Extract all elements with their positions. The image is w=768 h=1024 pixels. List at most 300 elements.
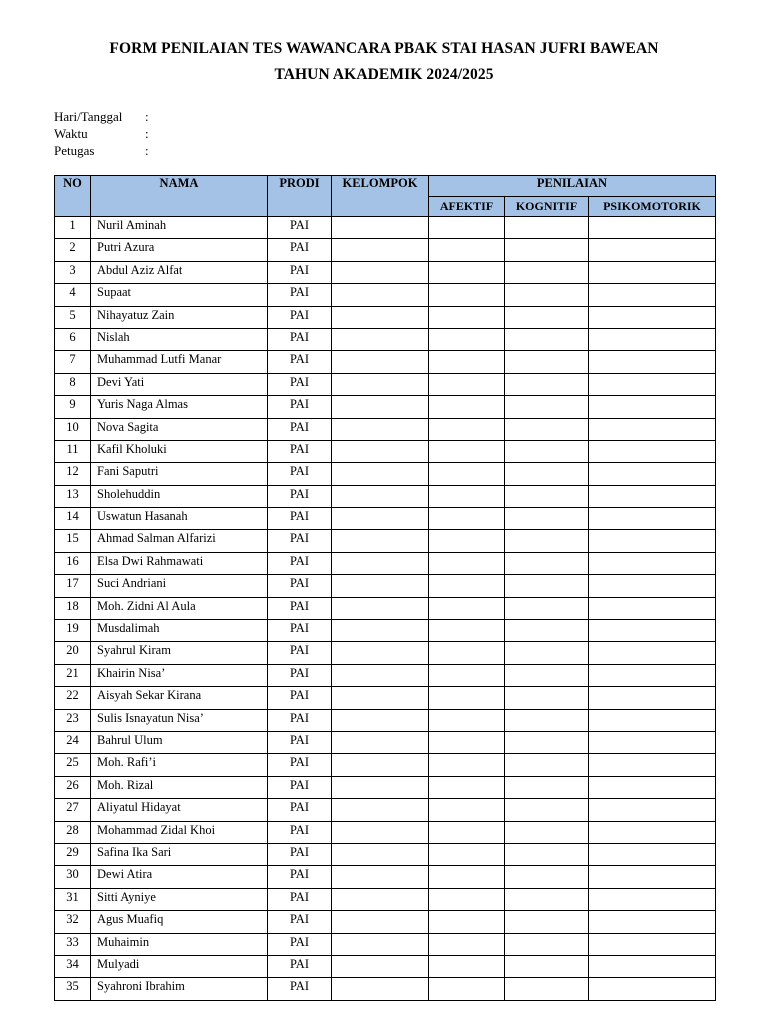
cell-kelompok[interactable]	[332, 843, 429, 865]
cell-nama: Aisyah Sekar Kirana	[91, 687, 268, 709]
meta-label: Hari/Tanggal	[54, 109, 123, 124]
cell-kognitif[interactable]	[505, 933, 589, 955]
cell-psikomotorik[interactable]	[589, 664, 716, 686]
cell-nama: Sulis Isnayatun Nisa’	[91, 709, 268, 731]
cell-psikomotorik[interactable]	[589, 597, 716, 619]
cell-kelompok[interactable]	[332, 888, 429, 910]
cell-nama: Dewi Atira	[91, 866, 268, 888]
cell-afektif[interactable]	[429, 911, 505, 933]
cell-kognitif[interactable]	[505, 463, 589, 485]
cell-prodi: PAI	[268, 508, 332, 530]
cell-psikomotorik[interactable]	[589, 709, 716, 731]
cell-nama: Khairin Nisa’	[91, 664, 268, 686]
cell-kognitif[interactable]	[505, 217, 589, 239]
cell-prodi: PAI	[268, 642, 332, 664]
cell-kognitif[interactable]	[505, 642, 589, 664]
table-row	[55, 888, 716, 910]
cell-prodi: PAI	[268, 687, 332, 709]
col-header-afektif: AFEKTIF	[429, 197, 505, 217]
cell-prodi: PAI	[268, 709, 332, 731]
cell-nama: Supaat	[91, 284, 268, 306]
cell-no: 15	[55, 530, 91, 552]
cell-prodi: PAI	[268, 575, 332, 597]
cell-psikomotorik[interactable]	[589, 642, 716, 664]
cell-prodi: PAI	[268, 597, 332, 619]
cell-kelompok[interactable]	[332, 239, 429, 261]
cell-prodi: PAI	[268, 978, 332, 1000]
cell-psikomotorik[interactable]	[589, 843, 716, 865]
cell-afektif[interactable]	[429, 776, 505, 798]
cell-psikomotorik[interactable]	[589, 530, 716, 552]
cell-kognitif[interactable]	[505, 866, 589, 888]
cell-prodi: PAI	[268, 888, 332, 910]
academic-year-title: TAHUN AKADEMIK 2024/2025	[274, 66, 494, 83]
cell-afektif[interactable]	[429, 418, 505, 440]
cell-afektif[interactable]	[429, 642, 505, 664]
meta-hari-tanggal	[54, 109, 149, 125]
table-row	[55, 866, 716, 888]
cell-afektif[interactable]	[429, 485, 505, 507]
cell-prodi: PAI	[268, 463, 332, 485]
cell-no: 27	[55, 799, 91, 821]
cell-prodi: PAI	[268, 664, 332, 686]
cell-nama: Agus Muafiq	[91, 911, 268, 933]
cell-psikomotorik[interactable]	[589, 575, 716, 597]
cell-afektif[interactable]	[429, 955, 505, 977]
cell-nama: Devi Yati	[91, 373, 268, 395]
cell-no: 25	[55, 754, 91, 776]
cell-kelompok[interactable]	[332, 328, 429, 350]
cell-psikomotorik[interactable]	[589, 284, 716, 306]
cell-psikomotorik[interactable]	[589, 373, 716, 395]
cell-no: 32	[55, 911, 91, 933]
cell-no: 24	[55, 731, 91, 753]
cell-prodi: PAI	[268, 396, 332, 418]
cell-kelompok[interactable]	[332, 955, 429, 977]
cell-kelompok[interactable]	[332, 933, 429, 955]
meta-label: Petugas	[54, 143, 95, 158]
cell-kelompok[interactable]	[332, 284, 429, 306]
table-row	[55, 440, 716, 462]
table-row	[55, 709, 716, 731]
table-row	[55, 911, 716, 933]
cell-psikomotorik[interactable]	[589, 261, 716, 283]
cell-no: 1	[55, 217, 91, 239]
cell-afektif[interactable]	[429, 821, 505, 843]
col-header-kelompok: KELOMPOK	[332, 176, 429, 217]
cell-psikomotorik[interactable]	[589, 552, 716, 574]
cell-no: 30	[55, 866, 91, 888]
cell-psikomotorik[interactable]	[589, 620, 716, 642]
cell-prodi: PAI	[268, 955, 332, 977]
table-row	[55, 843, 716, 865]
cell-nama: Nislah	[91, 328, 268, 350]
cell-prodi: PAI	[268, 799, 332, 821]
cell-kognitif[interactable]	[505, 485, 589, 507]
cell-nama: Fani Saputri	[91, 463, 268, 485]
cell-kelompok[interactable]	[332, 664, 429, 686]
cell-kognitif[interactable]	[505, 978, 589, 1000]
table-row	[55, 373, 716, 395]
cell-afektif[interactable]	[429, 306, 505, 328]
table-row	[55, 217, 716, 239]
cell-psikomotorik[interactable]	[589, 485, 716, 507]
cell-psikomotorik[interactable]	[589, 866, 716, 888]
assessment-table	[54, 175, 716, 1001]
cell-no: 26	[55, 776, 91, 798]
cell-prodi: PAI	[268, 866, 332, 888]
cell-no: 11	[55, 440, 91, 462]
cell-kelompok[interactable]	[332, 418, 429, 440]
cell-no: 22	[55, 687, 91, 709]
cell-kognitif[interactable]	[505, 597, 589, 619]
cell-psikomotorik[interactable]	[589, 754, 716, 776]
col-header-nama: NAMA	[91, 176, 268, 217]
cell-prodi: PAI	[268, 933, 332, 955]
cell-kognitif[interactable]	[505, 239, 589, 261]
cell-kognitif[interactable]	[505, 440, 589, 462]
cell-prodi: PAI	[268, 328, 332, 350]
cell-kelompok[interactable]	[332, 687, 429, 709]
cell-kelompok[interactable]	[332, 508, 429, 530]
cell-kelompok[interactable]	[332, 552, 429, 574]
cell-kognitif[interactable]	[505, 328, 589, 350]
cell-no: 7	[55, 351, 91, 373]
table-row	[55, 687, 716, 709]
table-row	[55, 799, 716, 821]
col-header-psikomotorik: PSIKOMOTORIK	[589, 197, 716, 217]
cell-kognitif[interactable]	[505, 575, 589, 597]
cell-psikomotorik[interactable]	[589, 821, 716, 843]
cell-prodi: PAI	[268, 418, 332, 440]
cell-prodi: PAI	[268, 754, 332, 776]
cell-psikomotorik[interactable]	[589, 888, 716, 910]
cell-no: 8	[55, 373, 91, 395]
cell-kelompok[interactable]	[332, 575, 429, 597]
cell-no: 3	[55, 261, 91, 283]
cell-nama: Bahrul Ulum	[91, 731, 268, 753]
cell-kognitif[interactable]	[505, 530, 589, 552]
cell-no: 29	[55, 843, 91, 865]
cell-afektif[interactable]	[429, 351, 505, 373]
cell-afektif[interactable]	[429, 843, 505, 865]
cell-kognitif[interactable]	[505, 843, 589, 865]
meta-petugas	[54, 143, 149, 159]
cell-nama: Uswatun Hasanah	[91, 508, 268, 530]
cell-kelompok[interactable]	[332, 351, 429, 373]
cell-kognitif[interactable]	[505, 418, 589, 440]
cell-prodi: PAI	[268, 306, 332, 328]
cell-no: 34	[55, 955, 91, 977]
cell-kognitif[interactable]	[505, 306, 589, 328]
meta-label: Waktu	[54, 126, 88, 141]
cell-psikomotorik[interactable]	[589, 440, 716, 462]
cell-no: 5	[55, 306, 91, 328]
cell-no: 33	[55, 933, 91, 955]
cell-kognitif[interactable]	[505, 261, 589, 283]
cell-afektif[interactable]	[429, 709, 505, 731]
meta-colon: :	[145, 143, 149, 158]
cell-kognitif[interactable]	[505, 776, 589, 798]
cell-kelompok[interactable]	[332, 597, 429, 619]
table-row	[55, 620, 716, 642]
cell-kelompok[interactable]	[332, 463, 429, 485]
cell-kelompok[interactable]	[332, 978, 429, 1000]
cell-no: 21	[55, 664, 91, 686]
cell-nama: Suci Andriani	[91, 575, 268, 597]
cell-prodi: PAI	[268, 552, 332, 574]
cell-kelompok[interactable]	[332, 821, 429, 843]
cell-afektif[interactable]	[429, 239, 505, 261]
cell-afektif[interactable]	[429, 463, 505, 485]
cell-no: 13	[55, 485, 91, 507]
cell-kelompok[interactable]	[332, 485, 429, 507]
table-row	[55, 351, 716, 373]
cell-psikomotorik[interactable]	[589, 328, 716, 350]
cell-no: 17	[55, 575, 91, 597]
cell-nama: Mohammad Zidal Khoi	[91, 821, 268, 843]
cell-afektif[interactable]	[429, 687, 505, 709]
cell-no: 6	[55, 328, 91, 350]
table-row	[55, 463, 716, 485]
cell-psikomotorik[interactable]	[589, 306, 716, 328]
table-row	[55, 933, 716, 955]
cell-prodi: PAI	[268, 911, 332, 933]
cell-no: 2	[55, 239, 91, 261]
cell-kognitif[interactable]	[505, 351, 589, 373]
cell-prodi: PAI	[268, 843, 332, 865]
cell-afektif[interactable]	[429, 731, 505, 753]
cell-kelompok[interactable]	[332, 642, 429, 664]
cell-nama: Nova Sagita	[91, 418, 268, 440]
cell-kognitif[interactable]	[505, 911, 589, 933]
cell-kelompok[interactable]	[332, 373, 429, 395]
table-row	[55, 284, 716, 306]
cell-prodi: PAI	[268, 485, 332, 507]
cell-kognitif[interactable]	[505, 709, 589, 731]
cell-prodi: PAI	[268, 440, 332, 462]
cell-psikomotorik[interactable]	[589, 217, 716, 239]
cell-prodi: PAI	[268, 821, 332, 843]
cell-afektif[interactable]	[429, 799, 505, 821]
cell-psikomotorik[interactable]	[589, 776, 716, 798]
cell-psikomotorik[interactable]	[589, 933, 716, 955]
cell-afektif[interactable]	[429, 284, 505, 306]
cell-afektif[interactable]	[429, 933, 505, 955]
meta-colon: :	[145, 126, 149, 141]
cell-nama: Abdul Aziz Alfat	[91, 261, 268, 283]
cell-kelompok[interactable]	[332, 776, 429, 798]
meta-waktu	[54, 126, 149, 142]
cell-kognitif[interactable]	[505, 955, 589, 977]
cell-psikomotorik[interactable]	[589, 463, 716, 485]
cell-afektif[interactable]	[429, 373, 505, 395]
cell-prodi: PAI	[268, 776, 332, 798]
cell-afektif[interactable]	[429, 754, 505, 776]
cell-prodi: PAI	[268, 731, 332, 753]
cell-nama: Syahroni Ibrahim	[91, 978, 268, 1000]
cell-prodi: PAI	[268, 620, 332, 642]
cell-kelompok[interactable]	[332, 396, 429, 418]
cell-no: 4	[55, 284, 91, 306]
col-header-kognitif: KOGNITIF	[505, 197, 589, 217]
table-row	[55, 642, 716, 664]
cell-psikomotorik[interactable]	[589, 911, 716, 933]
cell-prodi: PAI	[268, 239, 332, 261]
col-header-no: NO	[55, 176, 91, 217]
cell-afektif[interactable]	[429, 440, 505, 462]
cell-no: 20	[55, 642, 91, 664]
cell-nama: Syahrul Kiram	[91, 642, 268, 664]
cell-afektif[interactable]	[429, 597, 505, 619]
table-row	[55, 575, 716, 597]
cell-kognitif[interactable]	[505, 620, 589, 642]
cell-nama: Sitti Ayniye	[91, 888, 268, 910]
cell-afektif[interactable]	[429, 552, 505, 574]
table-row	[55, 821, 716, 843]
cell-psikomotorik[interactable]	[589, 396, 716, 418]
cell-afektif[interactable]	[429, 217, 505, 239]
cell-prodi: PAI	[268, 217, 332, 239]
cell-kelompok[interactable]	[332, 799, 429, 821]
cell-afektif[interactable]	[429, 866, 505, 888]
cell-nama: Muhaimin	[91, 933, 268, 955]
table-row	[55, 306, 716, 328]
cell-nama: Aliyatul Hidayat	[91, 799, 268, 821]
table-row	[55, 239, 716, 261]
cell-afektif[interactable]	[429, 978, 505, 1000]
cell-kognitif[interactable]	[505, 396, 589, 418]
table-row	[55, 396, 716, 418]
cell-prodi: PAI	[268, 284, 332, 306]
cell-afektif[interactable]	[429, 664, 505, 686]
cell-afektif[interactable]	[429, 261, 505, 283]
cell-no: 9	[55, 396, 91, 418]
cell-no: 16	[55, 552, 91, 574]
table-row	[55, 328, 716, 350]
cell-kognitif[interactable]	[505, 821, 589, 843]
cell-no: 35	[55, 978, 91, 1000]
form-title: FORM PENILAIAN TES WAWANCARA PBAK STAI HASAN JUFRI BAWEAN	[109, 40, 659, 57]
table-row	[55, 978, 716, 1000]
cell-kognitif[interactable]	[505, 284, 589, 306]
meta-colon: :	[145, 109, 149, 124]
cell-psikomotorik[interactable]	[589, 239, 716, 261]
cell-afektif[interactable]	[429, 575, 505, 597]
cell-nama: Safina Ika Sari	[91, 843, 268, 865]
col-header-penilaian: PENILAIAN	[429, 176, 716, 197]
cell-no: 28	[55, 821, 91, 843]
cell-kognitif[interactable]	[505, 754, 589, 776]
cell-kelompok[interactable]	[332, 306, 429, 328]
cell-prodi: PAI	[268, 373, 332, 395]
table-row	[55, 597, 716, 619]
cell-nama: Elsa Dwi Rahmawati	[91, 552, 268, 574]
cell-afektif[interactable]	[429, 888, 505, 910]
cell-nama: Ahmad Salman Alfarizi	[91, 530, 268, 552]
cell-kognitif[interactable]	[505, 687, 589, 709]
cell-kognitif[interactable]	[505, 373, 589, 395]
cell-psikomotorik[interactable]	[589, 799, 716, 821]
cell-kognitif[interactable]	[505, 799, 589, 821]
cell-psikomotorik[interactable]	[589, 418, 716, 440]
cell-no: 18	[55, 597, 91, 619]
cell-nama: Moh. Rizal	[91, 776, 268, 798]
cell-nama: Musdalimah	[91, 620, 268, 642]
table-row	[55, 508, 716, 530]
table-row	[55, 754, 716, 776]
table-row	[55, 552, 716, 574]
table-row	[55, 485, 716, 507]
cell-psikomotorik[interactable]	[589, 955, 716, 977]
cell-no: 31	[55, 888, 91, 910]
col-header-prodi: PRODI	[268, 176, 332, 217]
table-row	[55, 530, 716, 552]
cell-kognitif[interactable]	[505, 888, 589, 910]
cell-kelompok[interactable]	[332, 754, 429, 776]
cell-no: 12	[55, 463, 91, 485]
table-body	[55, 217, 716, 1001]
cell-afektif[interactable]	[429, 396, 505, 418]
cell-kelompok[interactable]	[332, 530, 429, 552]
cell-kelompok[interactable]	[332, 620, 429, 642]
cell-kognitif[interactable]	[505, 731, 589, 753]
cell-psikomotorik[interactable]	[589, 731, 716, 753]
cell-afektif[interactable]	[429, 530, 505, 552]
cell-no: 10	[55, 418, 91, 440]
cell-kelompok[interactable]	[332, 709, 429, 731]
cell-kognitif[interactable]	[505, 508, 589, 530]
cell-nama: Mulyadi	[91, 955, 268, 977]
cell-kelompok[interactable]	[332, 866, 429, 888]
cell-kognitif[interactable]	[505, 664, 589, 686]
cell-nama: Moh. Rafi’i	[91, 754, 268, 776]
cell-nama: Moh. Zidni Al Aula	[91, 597, 268, 619]
cell-nama: Muhammad Lutfi Manar	[91, 351, 268, 373]
table-row	[55, 731, 716, 753]
cell-kelompok[interactable]	[332, 217, 429, 239]
cell-psikomotorik[interactable]	[589, 687, 716, 709]
cell-kelompok[interactable]	[332, 261, 429, 283]
cell-no: 14	[55, 508, 91, 530]
cell-afektif[interactable]	[429, 620, 505, 642]
cell-kelompok[interactable]	[332, 911, 429, 933]
cell-prodi: PAI	[268, 530, 332, 552]
cell-no: 23	[55, 709, 91, 731]
cell-afektif[interactable]	[429, 508, 505, 530]
cell-nama: Putri Azura	[91, 239, 268, 261]
cell-nama: Nuril Aminah	[91, 217, 268, 239]
table-row	[55, 261, 716, 283]
table-row	[55, 776, 716, 798]
cell-psikomotorik[interactable]	[589, 351, 716, 373]
cell-afektif[interactable]	[429, 328, 505, 350]
cell-no: 19	[55, 620, 91, 642]
cell-nama: Kafil Kholuki	[91, 440, 268, 462]
table-row	[55, 418, 716, 440]
cell-kelompok[interactable]	[332, 440, 429, 462]
cell-prodi: PAI	[268, 351, 332, 373]
cell-psikomotorik[interactable]	[589, 978, 716, 1000]
cell-psikomotorik[interactable]	[589, 508, 716, 530]
cell-nama: Sholehuddin	[91, 485, 268, 507]
cell-kelompok[interactable]	[332, 731, 429, 753]
cell-nama: Nihayatuz Zain	[91, 306, 268, 328]
cell-nama: Yuris Naga Almas	[91, 396, 268, 418]
cell-kognitif[interactable]	[505, 552, 589, 574]
table-row	[55, 955, 716, 977]
cell-prodi: PAI	[268, 261, 332, 283]
